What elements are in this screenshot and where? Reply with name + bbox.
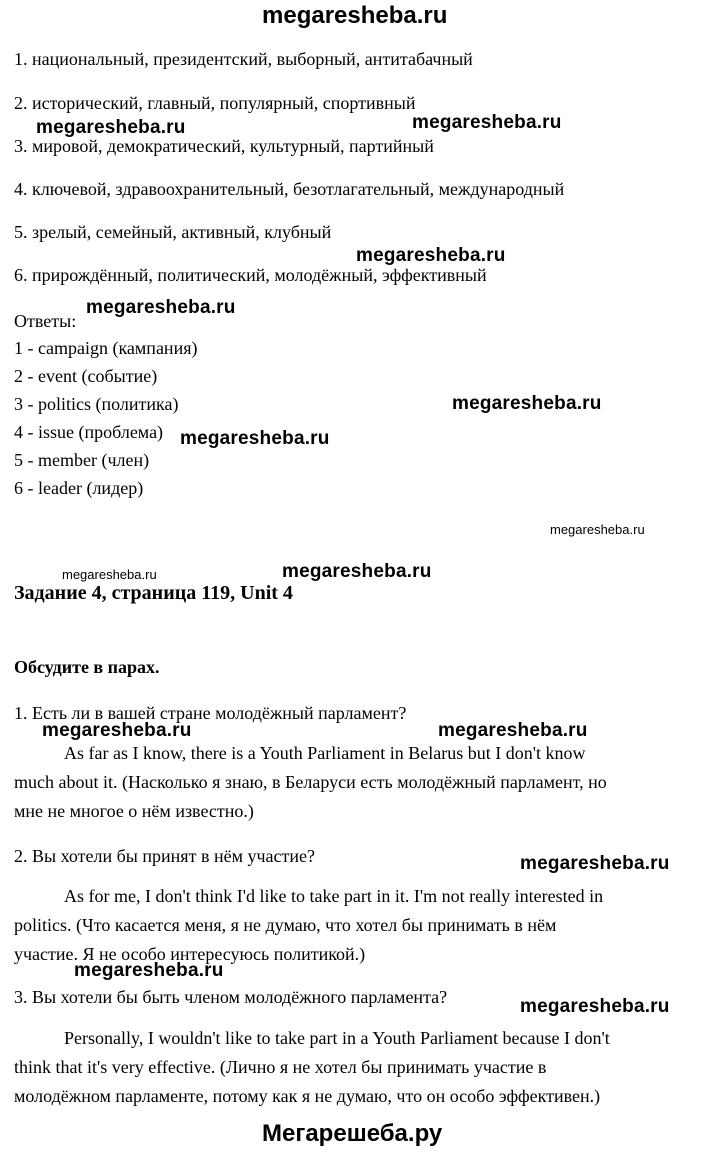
answer-3-line-3: молодёжном парламенте, потому как я не думаю, что он особо эффективен.) bbox=[14, 1086, 601, 1106]
header-watermark[interactable]: megaresheba.ru bbox=[262, 2, 448, 29]
answer-2-line-1: As for me, I don't think I'd like to take part in it. I'm not really interested in bbox=[64, 886, 604, 906]
adjective-line-5: 5. зрелый, семейный, активный, клубный bbox=[14, 222, 332, 242]
watermark-link[interactable]: megaresheba.ru bbox=[36, 117, 186, 138]
answers-label: Ответы: bbox=[14, 311, 77, 331]
watermark-link-small[interactable]: megaresheba.ru bbox=[550, 522, 645, 537]
watermark-link[interactable]: megaresheba.ru bbox=[282, 561, 432, 582]
adjective-line-4: 4. ключевой, здравоохранительный, безотлагательный, международный bbox=[14, 179, 565, 199]
answer-item-6: 6 - leader (лидер) bbox=[14, 478, 144, 498]
answer-3-line-1: Personally, I wouldn't like to take part in a Youth Parliament because I don't bbox=[64, 1028, 610, 1048]
task-subtitle: Обсудите в парах. bbox=[14, 657, 160, 677]
watermark-link[interactable]: megaresheba.ru bbox=[520, 996, 670, 1017]
adjective-line-1: 1. национальный, президентский, выборный, антитабачный bbox=[14, 49, 473, 69]
adjective-line-6: 6. прирождённый, политический, молодёжный, эффективный bbox=[14, 265, 487, 285]
answer-item-4: 4 - issue (проблема) bbox=[14, 422, 164, 442]
answer-item-2: 2 - event (событие) bbox=[14, 366, 158, 386]
question-2: 2. Вы хотели бы принят в нём участие? bbox=[14, 846, 315, 866]
watermark-link[interactable]: megaresheba.ru bbox=[452, 393, 602, 414]
question-3: 3. Вы хотели бы быть членом молодёжного парламента? bbox=[14, 987, 448, 1007]
answer-item-3: 3 - politics (политика) bbox=[14, 394, 179, 414]
answer-2-line-3: участие. Я не особо интересуюсь политикой.) bbox=[14, 944, 366, 964]
question-1: 1. Есть ли в вашей стране молодёжный парламент? bbox=[14, 703, 407, 723]
answer-item-1: 1 - campaign (кампания) bbox=[14, 338, 198, 358]
footer-watermark[interactable]: Мегарешеба.ру bbox=[262, 1120, 443, 1147]
answer-3-line-2: think that it's very effective. (Лично я не хотел бы принимать участие в bbox=[14, 1057, 547, 1077]
adjective-line-2: 2. исторический, главный, популярный, спортивный bbox=[14, 93, 416, 113]
watermark-link-small[interactable]: megaresheba.ru bbox=[62, 567, 157, 582]
answer-item-5: 5 - member (член) bbox=[14, 450, 150, 470]
answer-1-line-2: much about it. (Насколько я знаю, в Беларуси есть молодёжный парламент, но bbox=[14, 772, 607, 792]
answer-1-line-3: мне не многое о нём известно.) bbox=[14, 801, 254, 821]
task-title: Задание 4, страница 119, Unit 4 bbox=[14, 582, 293, 604]
watermark-link[interactable]: megaresheba.ru bbox=[438, 720, 588, 741]
watermark-link[interactable]: megaresheba.ru bbox=[42, 720, 192, 741]
watermark-link[interactable]: megaresheba.ru bbox=[356, 245, 506, 266]
answer-1-line-1: As far as I know, there is a Youth Parliament in Belarus but I don't know bbox=[64, 743, 586, 763]
watermark-link[interactable]: megaresheba.ru bbox=[180, 428, 330, 449]
adjective-line-3: 3. мировой, демократический, культурный, партийный bbox=[14, 136, 434, 156]
watermark-link[interactable]: megaresheba.ru bbox=[74, 960, 224, 981]
watermark-link[interactable]: megaresheba.ru bbox=[520, 853, 670, 874]
watermark-link[interactable]: megaresheba.ru bbox=[86, 297, 236, 318]
watermark-link[interactable]: megaresheba.ru bbox=[412, 112, 562, 133]
answer-2-line-2: politics. (Что касается меня, я не думаю, что хотел бы принимать в нём bbox=[14, 915, 557, 935]
